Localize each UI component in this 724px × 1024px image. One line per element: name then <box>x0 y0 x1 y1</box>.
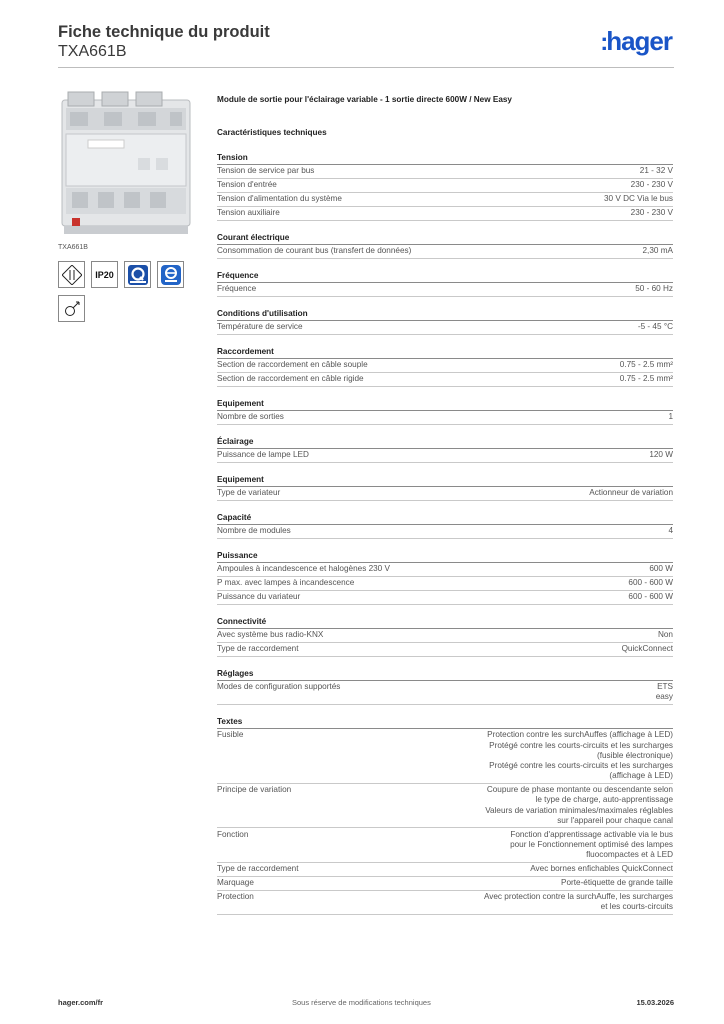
spec-key: Tension d'alimentation du système <box>217 194 342 204</box>
spec-value: 600 - 600 W <box>628 578 673 588</box>
double-insulation-icon <box>58 261 85 288</box>
spec-value: 600 W <box>649 564 673 574</box>
spec-key: Fonction <box>217 829 249 839</box>
product-visual-column <box>58 88 208 322</box>
product-image <box>58 88 198 240</box>
spec-key: Principe de variation <box>217 785 292 795</box>
spec-key: Fréquence <box>217 284 257 294</box>
spec-value: Coupure de phase montante ou descendante selon le type de charge, auto-apprentissage Valeurs de variation minimales/maximales réglables sur l'appareil pour chaque canal <box>485 785 673 825</box>
spec-value: 230 - 230 V <box>630 180 673 190</box>
spec-row <box>217 165 673 179</box>
spec-value: 0.75 - 2.5 mm² <box>619 374 673 384</box>
spec-section-title: Textes <box>217 716 673 729</box>
spec-section-title: Courant électrique <box>217 232 673 245</box>
spec-value: 2,30 mA <box>642 246 673 256</box>
spec-key: Tension de service par bus <box>217 166 315 176</box>
product-description: Module de sortie pour l'éclairage variable - 1 sortie directe 600W / New Easy <box>217 95 512 104</box>
spec-key: Tension auxiliaire <box>217 208 280 218</box>
spec-value: 21 - 32 V <box>639 166 673 176</box>
spec-key: Tension d'entrée <box>217 180 277 190</box>
spec-key: Fusible <box>217 730 244 740</box>
specs-column <box>217 95 673 926</box>
specs-heading: Caractéristiques techniques <box>217 128 327 137</box>
spec-value: 230 - 230 V <box>630 208 673 218</box>
header-divider <box>58 67 674 68</box>
spec-section <box>217 308 673 335</box>
spec-section-title: Conditions d'utilisation <box>217 308 673 321</box>
spec-row <box>217 784 673 829</box>
specs-sections <box>217 152 673 915</box>
logo-text: hager <box>606 26 672 56</box>
spec-value: QuickConnect <box>621 644 673 654</box>
spec-key: Température de service <box>217 322 303 332</box>
spec-key: Section de raccordement en câble souple <box>217 360 368 370</box>
spec-row <box>217 359 673 373</box>
spec-value: Protection contre les surchAuffes (affichage à LED) Protégé contre les courts-circuits et les surcharges (fusible électronique) Protégé contre les courts-circuits et les surcharges (affichage à LED) <box>487 730 673 781</box>
spec-row <box>217 525 673 539</box>
footer-date: 15.03.2026 <box>636 998 674 1007</box>
spec-section <box>217 232 673 259</box>
spec-section <box>217 346 673 387</box>
quickconnect-icon <box>124 261 151 288</box>
spec-key: Type de raccordement <box>217 864 299 874</box>
spec-row <box>217 729 673 784</box>
spec-value: 600 - 600 W <box>628 592 673 602</box>
spec-value: ETS easy <box>655 682 673 702</box>
certification-icons <box>58 261 208 288</box>
spec-section-title: Tension <box>217 152 673 165</box>
spec-row <box>217 449 673 463</box>
spec-section <box>217 616 673 657</box>
footer-disclaimer: Sous réserve de modifications techniques <box>292 998 431 1007</box>
spec-key: Consommation de courant bus (transfert de données) <box>217 246 412 256</box>
spec-value: 50 - 60 Hz <box>635 284 673 294</box>
spec-row <box>217 245 673 259</box>
spec-value: 4 <box>668 526 673 536</box>
spec-row <box>217 373 673 387</box>
spec-row <box>217 591 673 605</box>
spec-value: Fonction d'apprentissage activable via le bus pour le Fonctionnement optimisé des lampes fluocompactes et à LED <box>510 829 673 860</box>
spec-key: P max. avec lampes à incandescence <box>217 578 355 588</box>
ip20-badge: IP20 <box>91 261 118 288</box>
spec-key: Avec système bus radio-KNX <box>217 630 324 640</box>
spec-value: Avec bornes enfichables QuickConnect <box>530 864 673 874</box>
spec-row <box>217 563 673 577</box>
spec-row <box>217 891 673 915</box>
spec-row <box>217 283 673 297</box>
spec-key: Nombre de sorties <box>217 412 284 422</box>
footer-website[interactable]: hager.com/fr <box>58 998 104 1007</box>
spec-key: Type de variateur <box>217 488 281 498</box>
spec-row <box>217 681 673 705</box>
spec-section-title: Raccordement <box>217 346 673 359</box>
spec-section-title: Capacité <box>217 512 673 525</box>
spec-value: Avec protection contre la surchAuffe, les surcharges et les courts-circuits <box>483 892 673 912</box>
certification-icons-row2 <box>58 295 208 322</box>
spec-section <box>217 436 673 463</box>
spec-section-title: Equipement <box>217 474 673 487</box>
spec-section-title: Equipement <box>217 398 673 411</box>
logo-dots: : <box>600 29 607 56</box>
spec-value: Actionneur de variation <box>589 488 673 498</box>
spec-key: Nombre de modules <box>217 526 291 536</box>
spec-row <box>217 487 673 501</box>
spec-key: Puissance du variateur <box>217 592 301 602</box>
spec-row <box>217 828 673 862</box>
spec-section-title: Puissance <box>217 550 673 563</box>
spec-key: Protection <box>217 892 254 902</box>
hager-logo[interactable] <box>600 26 672 57</box>
spec-section-title: Fréquence <box>217 270 673 283</box>
spec-value: 30 V DC Via le bus <box>603 194 673 204</box>
product-image-caption: TXA661B <box>58 244 88 251</box>
spec-section <box>217 550 673 605</box>
spec-key: Ampoules à incandescence et halogènes 230 V <box>217 564 390 574</box>
spec-row <box>217 863 673 877</box>
page-header <box>58 22 674 62</box>
spec-section <box>217 474 673 501</box>
spec-value: 0.75 - 2.5 mm² <box>619 360 673 370</box>
spec-row <box>217 321 673 335</box>
spec-section-title: Réglages <box>217 668 673 681</box>
spec-section <box>217 152 673 221</box>
spec-row <box>217 629 673 643</box>
spec-row <box>217 643 673 657</box>
spec-key: Type de raccordement <box>217 644 299 654</box>
product-reference: TXA661B <box>58 43 127 60</box>
spec-row <box>217 193 673 207</box>
spec-key: Section de raccordement en câble rigide <box>217 374 364 384</box>
spec-row <box>217 877 673 891</box>
spec-section-title: Éclairage <box>217 436 673 449</box>
spec-row <box>217 179 673 193</box>
spec-section <box>217 398 673 425</box>
spec-row <box>217 411 673 425</box>
spec-value: Non <box>657 630 673 640</box>
spec-key: Puissance de lampe LED <box>217 450 309 460</box>
spec-value: 120 W <box>649 450 673 460</box>
spec-key: Marquage <box>217 878 254 888</box>
spec-row <box>217 577 673 591</box>
spec-value: 1 <box>668 412 673 422</box>
spec-section <box>217 270 673 297</box>
spec-section <box>217 716 673 915</box>
spec-section <box>217 668 673 705</box>
spec-key: Modes de configuration supportés <box>217 682 341 692</box>
spec-value: Porte-étiquette de grande taille <box>561 878 673 888</box>
dimmable-lamp-icon <box>58 295 85 322</box>
spec-value: -5 - 45 °C <box>637 322 673 332</box>
spec-row <box>217 207 673 221</box>
spec-section-title: Connectivité <box>217 616 673 629</box>
easy-icon <box>157 261 184 288</box>
doc-title: Fiche technique du produit <box>58 23 270 41</box>
spec-section <box>217 512 673 539</box>
